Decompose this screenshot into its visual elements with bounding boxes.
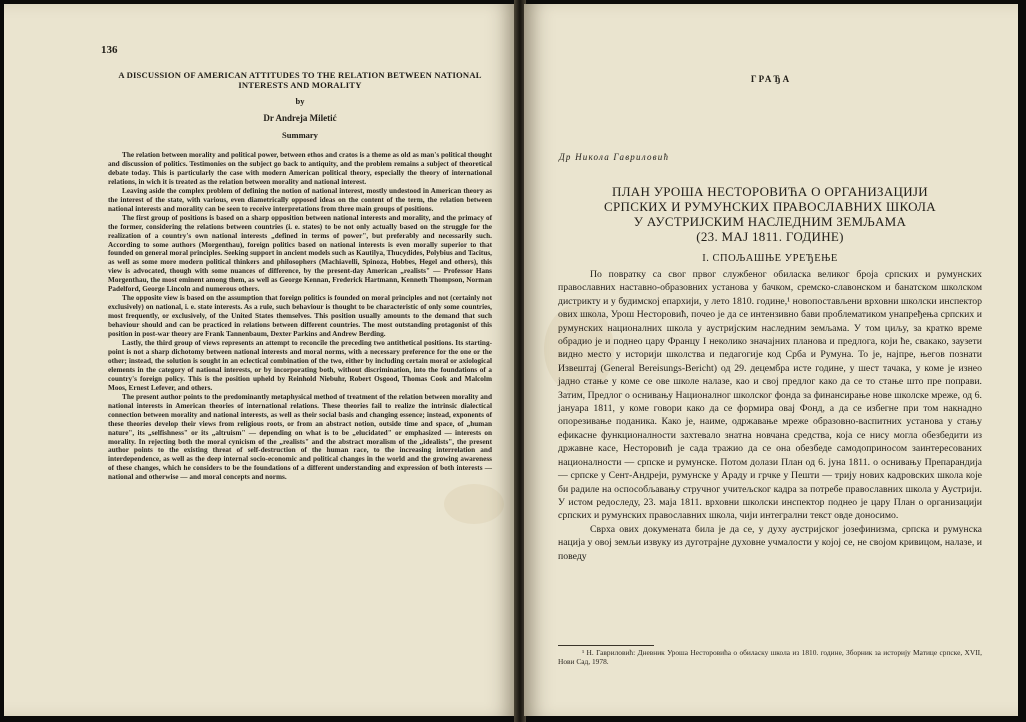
article-title: A DISCUSSION OF AMERICAN ATTITUDES TO THE RELATION BETWEEN NATIONAL INTERESTS AND MORALITY	[118, 70, 482, 90]
article-author: Dr Andreja Miletić	[263, 113, 337, 123]
article-author: Др Никола Гавриловић	[559, 152, 670, 162]
summary-paragraph: The present author points to the predominantly metaphysical method of treatment of the relation between morality and national interests in American theories of international relations. These theories fail to realize the intrinsic dialectical connection between morality and national interests, as well as their social basis and changing essence; instead, exponents of these theories develop their views from religious roots, or from an abstract notion, outside time and space, of „human nature", its „selfishness" or its „altruism" — depending on what is to be „elucidated" or emphasized — interests on morality. In rejecting both the moral cynicism of the „realists" and the abstract moralism of the „idealists", the present author points to the existing threat of self-destruction of the human race, to the increasing interrelation and interdependence, as well as the deep internal socio-economic and political changes in the world and the growing awareness of these changes, which he considers to be the foundations of a different understanding and expression of both interests — national and otherwise — and moral concepts and norms.	[108, 392, 492, 482]
summary-paragraph: Lastly, the third group of views represents an attempt to reconcile the preceding two antithetical positions. Its starting-point is not a sharp dichotomy between national interests and moral norms, with a necessary preference for the one or the other; instead, the solution is sought in an eclectical combination of the two, either by including certain moral or axiological elements in the category of national interests, or by incorporating both, without discrimination, into the foundations of a country's foreign policy. This is the position upheld by Reinhold Niebuhr, Robert Osgood, Thomas Cook and Malcolm Moos, Ernest Lefever, and others.	[108, 339, 492, 392]
title-line: У АУСТРИЈСКИМ НАСЛЕДНИМ ЗЕМЉАМА	[633, 214, 907, 229]
footnote: ¹ Н. Гавриловић: Дневник Уроша Несторовића о обиласку школа из 1810. године, Зборник за историју Матице српске, XVII, Нови Сад, 1978.	[558, 648, 982, 667]
page-number: 136	[101, 44, 118, 56]
byline-by: by	[295, 96, 305, 106]
title-line: (23. МАЈ 1811. ГОДИНЕ)	[696, 229, 844, 244]
summary-paragraph: Leaving aside the complex problem of defining the notion of national interest, mostly undestood in American theory as the interest of the state, with various, even diametrically opposed ideas on the content of the term, the relation between national interests and morality can be seen to receive interpretations from three main groups of positions.	[108, 186, 492, 213]
summary-paragraph: The opposite view is based on the assumption that foreign politics is founded on moral principles and not (certainly not exclusively) on national, i. e. state interests. As a rule, such behaviour is thought to be characteristic of only some countries, most frequently, or exclusively, of the United States themselves. This position usually amounts to the demand that such behaviour should and can be practiced in relations between different countries. The most outstanding protagonist of this position in post-war theory are Frank Tannenbaum, Dexter Parkins and Andrew Berding.	[108, 294, 492, 339]
article-body	[558, 268, 982, 563]
title-line: СРПСКИХ И РУМУНСКИХ ПРАВОСЛАВНИХ ШКОЛА	[604, 199, 936, 214]
body-paragraph: Сврха ових докумената била је да се, у духу аустријског јозефинизма, српска и румунска нација у овој земљи извуку из дуготрајне духовне учмалости у којој се, не својом кривицом, налазе, и поведу	[558, 523, 982, 562]
summary-paragraph: The first group of positions is based on a sharp opposition between national interests and morality, and the primacy of the former, considering the relations between countries (i. e. states) to be not only actually based on the struggle for the realization of a country's own national interests „defined in terms of power", but preferably and necessarily such. According to some authors (Morgenthau), foreign politics based on national interests is even morally superior to that founded on general moral principles. Seeking support in ancient models such as Kautilya, Thucydides, Polybius and Tacitus, as well as some more modern political thinkers and philosophers (Machiavelli, Spinoza, Hobbes, Hegel and others), this view is advocated, though with some nuances of difference, by the present-day American „realists" — Professor Hans Morgenthau, the most eminent among them, as well as George Kennan, Frederick Hartmann, Kenneth Thompson, Norman Padelford, George Lincoln and numerous others.	[108, 213, 492, 294]
summary-paragraph: The relation between morality and political power, between ethos and cratos is a theme as old as man's political thought and discussion of politics. Testimonies on the subject go back to antiquity, and the problem remains a subject of theoretical debate today. This is particularly the case with modern American political theory, especially the theory of international relations, in wich it is treated as the relation between morality and national interest.	[108, 151, 492, 186]
running-head: ГРАЂА	[750, 74, 792, 84]
summary-body	[108, 151, 492, 482]
title-line: ПЛАН УРОША НЕСТОРОВИЋА О ОРГАНИЗАЦИЈИ	[612, 184, 928, 199]
section-heading: I. СПОЉАШЊЕ УРЕЂЕЊЕ	[702, 253, 838, 264]
summary-heading: Summary	[282, 130, 318, 140]
article-title	[570, 184, 970, 244]
body-paragraph: По повратку са свог првог службеног обиласка великог броја српских и румунских православних наставно-образовних установа у бачком, сремско-славонском и банатском школском дистрикту и у будимској епархији, у лето 1810. године,¹ новопостављени врховни школски инспектор ових школа, Урош Несторовић, почео је да се интензивно бави проблематиком унапређења српских и румунских националних школа у аустријским наследним земљама. У том циљу, за кратко време обрадио је и поднео цару Францу I неколико значајних планова и предлога, који ће, свакако, заузети видно место у историји школства и педагогије код Срба и Румуна. То је, најпре, његов познати Извештај (General Bereisungs-Bericht) од 29. децембра исте године, у шест тачака, у коме је изнео јадно стање у коме се ове школе налазе, као и свој предлог како да се то стање што пре поправи. Затим, Предлог о оснивању Националног школског фонда за финансирање нове школске мреже, од 6. јануара 1811, у коме говори како да се формира овај Фонд, а да се избегне при том накнадно опорезивање поданика. Како је, наиме, одржавање мреже образовно-васпитних установа у стању ефикасне функционалности захтевало знатна новчана средства, која се нису могла обезбедити из државне касе, Несторовић је сада тражио да се она обезбеде самодоприносом заинтересованих националности — српске и румунске. Потом долази План од 6. јуна 1811. о оснивању Препарандија — српске у Сент-Андреји, румунске у Араду и грчке у Пешти — трију нових кадровских школа које би радиле на оспособљавању стручног учитељског кадра за потребе православних школа у Аустрији. У истом редоследу, 23. маја 1811. врховни школски инспектор поднео је цару План о организацији српских и румунских православних школа, чији интегрални текст овде доносимо.	[558, 269, 982, 522]
foxing-stain	[444, 484, 504, 524]
footnote-rule	[558, 645, 654, 646]
